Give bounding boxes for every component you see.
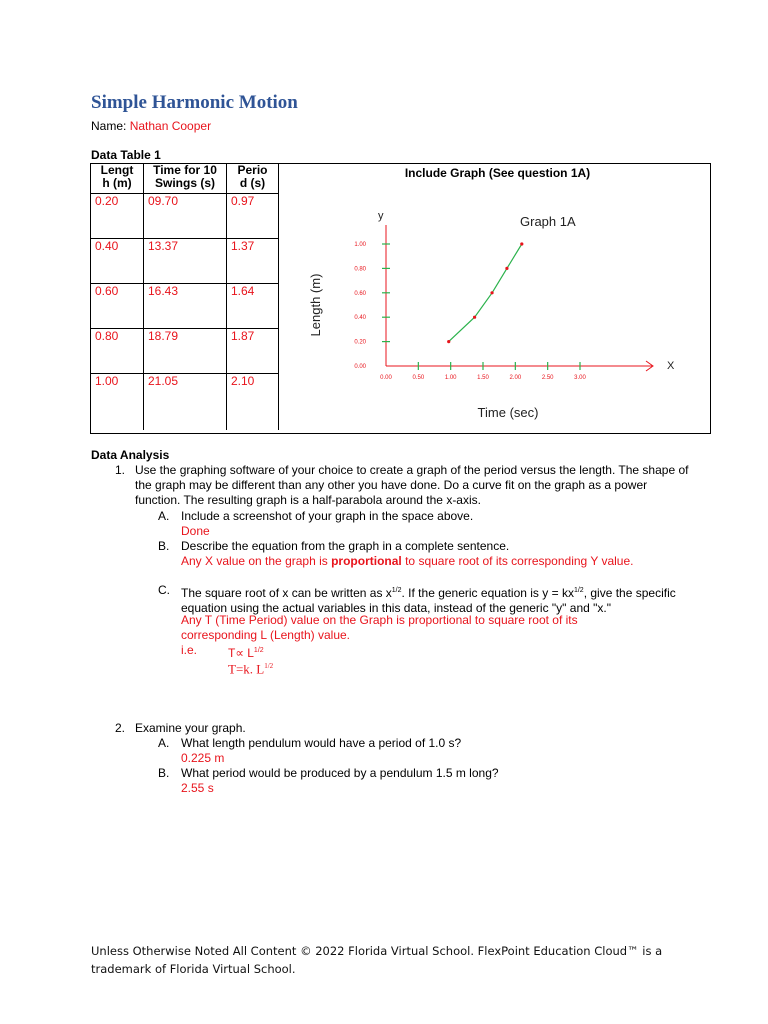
y-axis-letter: y [378, 210, 384, 222]
x-tick-label: 1.50 [477, 375, 489, 381]
y-tick-label: 0.80 [354, 266, 366, 273]
cell-time: 18.79 [144, 329, 227, 374]
table-row [91, 239, 279, 284]
cell-time: 09.70 [144, 194, 227, 239]
y-tick-label: 0.00 [354, 364, 366, 370]
footer-copyright: Unless Otherwise Noted All Content © 2022 Florida Virtual School. FlexPoint Education Cloud™ is a trademark of Florida Virtual School. [91, 944, 663, 976]
data-point [473, 316, 476, 319]
cell-period: 1.37 [227, 239, 279, 284]
data-point [490, 291, 493, 294]
cell-period: 0.97 [227, 194, 279, 239]
q1b-letter: B. [158, 539, 170, 553]
data-analysis-heading: Data Analysis [91, 448, 170, 462]
data-line [449, 244, 522, 342]
q1a-letter: A. [158, 509, 170, 523]
x-tick-label: 1.00 [444, 375, 457, 381]
data-point [505, 267, 508, 270]
cell-time: 16.43 [144, 284, 227, 329]
cell-period: 2.10 [227, 374, 279, 431]
page-title: Simple Harmonic Motion [91, 92, 298, 113]
proportional-bold: proportional [331, 554, 402, 568]
q2-number: 2. [115, 721, 126, 735]
q1c-answer: Any T (Time Period) value on the Graph is proportional to square root of its corresponding L (Length) value. [181, 613, 578, 642]
y-axis-label: Length (m) [308, 273, 323, 337]
x-tick-label: 0.00 [380, 375, 392, 381]
x-axis-letter: X [667, 360, 675, 372]
graph-1a-chart [302, 203, 702, 428]
q2a-text: What length pendulum would have a period of 1.0 s? [181, 736, 462, 750]
table-row [91, 329, 279, 374]
cell-time: 13.37 [144, 239, 227, 284]
q2b-letter: B. [158, 766, 170, 780]
cell-length: 1.00 [91, 374, 144, 431]
graph-header: Include Graph (See question 1A) [404, 166, 591, 180]
q1-text: Use the graphing software of your choice to create a graph of the period versus the length. The shape of the graph may be different than any other you have done. Do a curve fit on the graph as a power function. The resulting graph is a half-parabola around the x-axis. [135, 463, 689, 507]
x-tick-label: 2.00 [509, 375, 522, 381]
q2b-text: What period would be produced by a pendulum 1.5 m long? [181, 766, 499, 780]
data-table-label: Data Table 1 [91, 148, 161, 162]
q1c-ie: i.e. [181, 643, 198, 657]
cell-time: 21.05 [144, 374, 227, 431]
q2a-answer: 0.225 m [181, 751, 225, 765]
y-tick-label: 0.40 [354, 315, 366, 322]
q1a-text: Include a screenshot of your graph in the space above. [181, 509, 474, 523]
q1b-text: Describe the equation from the graph in a complete sentence. [181, 539, 510, 553]
name-line [91, 119, 211, 133]
chart-title: Graph 1A [520, 214, 576, 229]
name-value: Nathan Cooper [129, 119, 212, 133]
table-row [91, 374, 279, 431]
data-point [520, 242, 523, 245]
q1c-letter: C. [158, 583, 170, 597]
y-tick-label: 0.60 [354, 290, 366, 297]
cell-length: 0.40 [91, 239, 144, 284]
x-tick-label: 0.50 [412, 375, 425, 381]
q2-text: Examine your graph. [135, 721, 246, 735]
q1b-answer: Any X value on the graph is proportional to square root of its corresponding Y value. [181, 554, 634, 568]
data-point [447, 340, 450, 343]
name-label: Name: [91, 119, 127, 133]
cell-period: 1.64 [227, 284, 279, 329]
x-tick-label: 3.00 [574, 375, 586, 381]
header-period: Perio d (s) [227, 164, 279, 194]
table-row [91, 284, 279, 329]
y-tick-label: 0.20 [354, 339, 366, 346]
table-header-row [91, 164, 279, 194]
cell-length: 0.80 [91, 329, 144, 374]
q1-number: 1. [115, 463, 126, 477]
q1c-text: The square root of x can be written as $x^{1/2}$. If the generic equation is $y = kx^{1/2}$, give the specific equation using the actual variables in this data, instead of the generic "y" and "x." [181, 586, 676, 615]
q1c-equation-1: $T\propto L^{1/2}$ [228, 646, 264, 660]
q1a-answer: Done [181, 524, 210, 538]
header-length: Lengt h (m) [91, 164, 144, 194]
data-table [91, 164, 279, 430]
q2a-letter: A. [158, 736, 170, 750]
cell-period: 1.87 [227, 329, 279, 374]
q1c-equation-2: T=k. $L^{1/2}$ [228, 661, 274, 677]
cell-length: 0.60 [91, 284, 144, 329]
x-axis-label: Time (sec) [477, 405, 539, 420]
y-tick-label: 1.00 [354, 242, 366, 248]
q2b-answer: 2.55 s [181, 781, 214, 795]
header-time: Time for 10 Swings (s) [144, 164, 227, 194]
table-row [91, 194, 279, 239]
cell-length: 0.20 [91, 194, 144, 239]
x-tick-label: 2.50 [541, 375, 554, 381]
